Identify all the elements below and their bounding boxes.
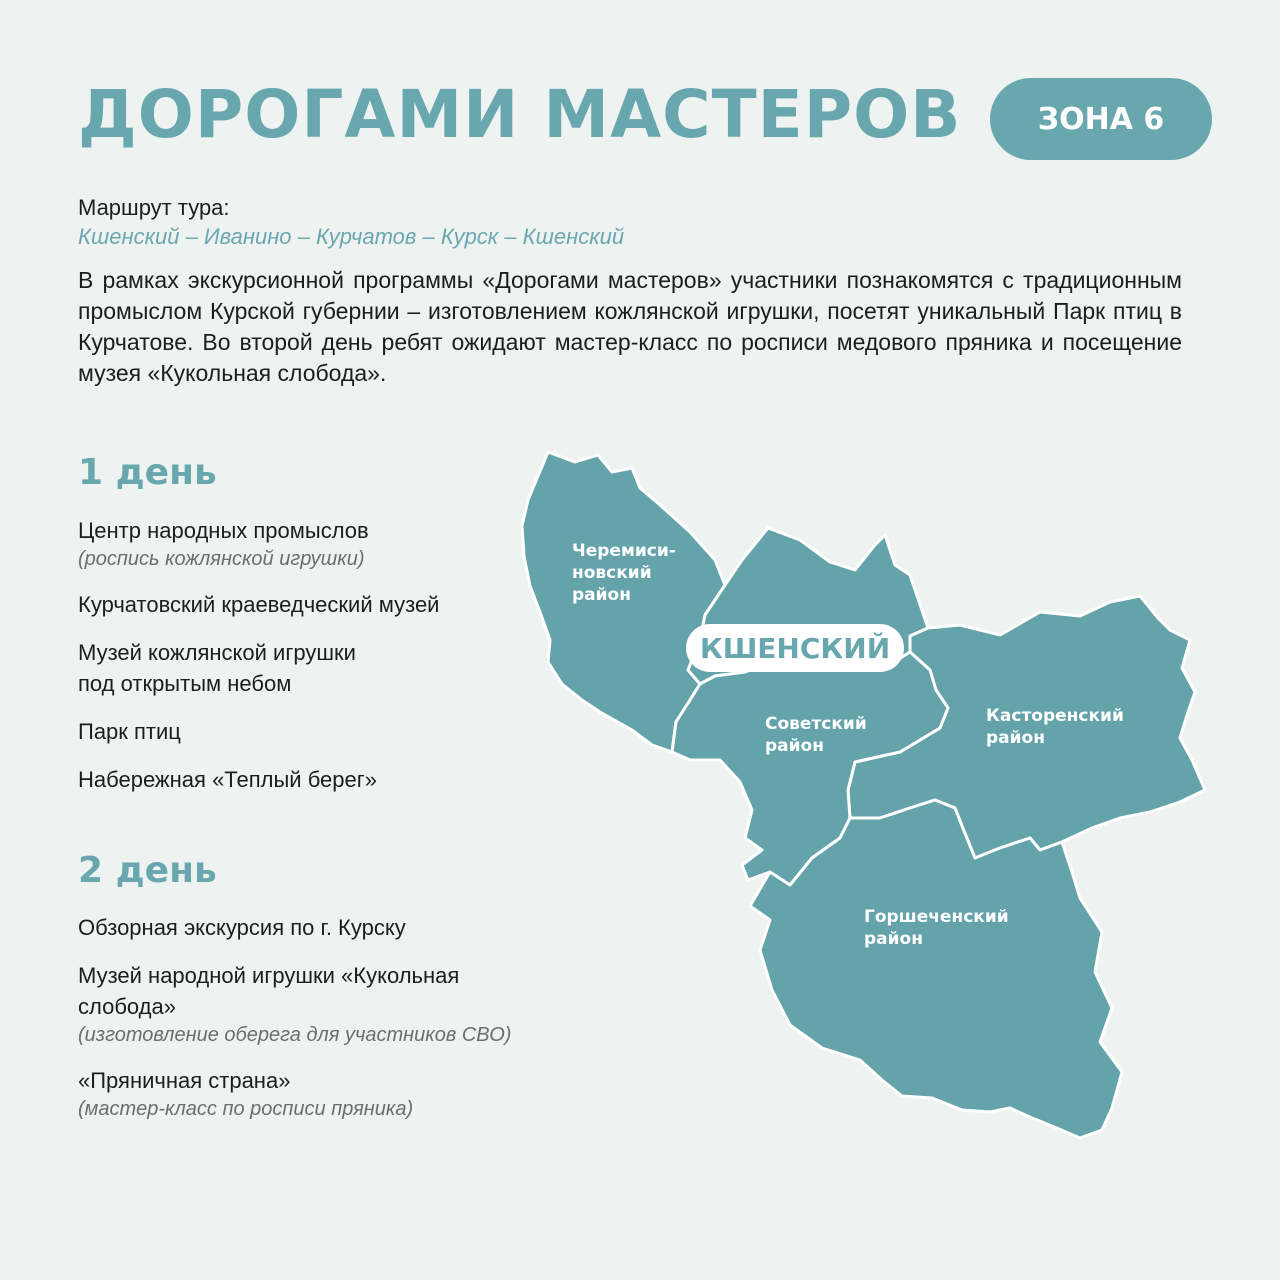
svg-text:Советский: Советский [765, 714, 867, 734]
day-1-list [78, 515, 518, 812]
day-2-heading: 2 день [78, 850, 217, 891]
route-label: Маршрут тура: [78, 195, 230, 220]
itinerary-item [78, 960, 518, 1048]
svg-text:Черемиси-: Черемиси- [572, 541, 676, 561]
itinerary-item [78, 637, 518, 699]
itinerary-item-name: Набережная «Теплый берег» [78, 767, 378, 792]
itinerary-item-note: (изготовление оберега для участников СВО) [78, 1024, 512, 1046]
svg-text:новский: новский [572, 563, 652, 583]
route-value: Кшенский – Иванино – Курчатов – Курск – Кшенский [78, 224, 625, 249]
itinerary-item [78, 589, 518, 620]
itinerary-item [78, 1065, 518, 1122]
tour-description: В рамках экскурсионной программы «Дорогами мастеров» участники познакомятся с традиционным промыслом Курской губернии – изготовлением кожлянской игрушки, посетят уникальный Парк птиц в Курчатове. Во второй день ребят ожидают мастер-класс по росписи медового пряника и посещение музея «Кукольная слобода». [78, 267, 1182, 386]
itinerary-item [78, 912, 518, 943]
itinerary-item [78, 716, 518, 747]
itinerary-item-name: Обзорная экскурсия по г. Курску [78, 915, 406, 940]
itinerary-item-name: Центр народных промыслов [78, 518, 369, 543]
day-1-heading: 1 день [78, 452, 217, 493]
svg-text:район: район [572, 585, 631, 605]
svg-text:Касторенский: Касторенский [986, 706, 1124, 726]
region-map [510, 440, 1230, 1160]
svg-text:Горшеченский: Горшеченский [864, 907, 1009, 927]
itinerary-item [78, 764, 518, 795]
svg-text:район: район [765, 736, 824, 756]
itinerary-item-name: Музей кожлянской игрушки под открытым небом [78, 640, 356, 696]
svg-text:район: район [986, 728, 1045, 748]
page-title: ДОРОГАМИ МАСТЕРОВ [78, 76, 962, 153]
itinerary-item-name: «Пряничная страна» [78, 1068, 291, 1093]
zone-badge: ЗОНА 6 [990, 78, 1212, 160]
svg-text:район: район [864, 929, 923, 949]
itinerary-item-note: (мастер-класс по росписи пряника) [78, 1098, 414, 1120]
itinerary-item [78, 515, 518, 572]
day-2-list [78, 912, 518, 1139]
itinerary-item-name: Курчатовский краеведческий музей [78, 592, 440, 617]
itinerary-item-name: Музей народной игрушки «Кукольная слобода» [78, 963, 460, 1019]
kshensky-label: КШЕНСКИЙ [686, 624, 904, 672]
itinerary-item-name: Парк птиц [78, 719, 181, 744]
itinerary-item-note: (роспись кожлянской игрушки) [78, 548, 365, 570]
